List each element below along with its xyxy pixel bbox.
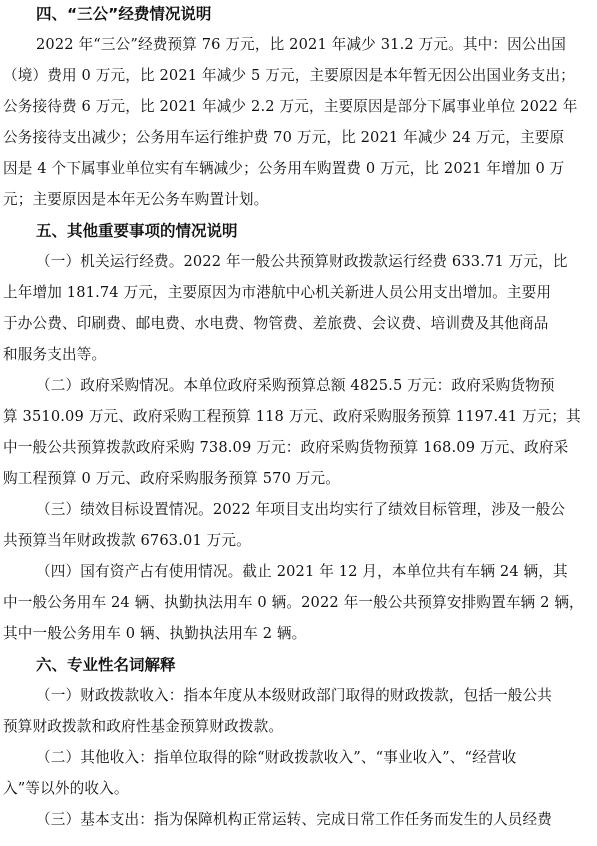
paragraph-line: （三）绩效目标设置情况。2022 年项目支出均实行了绩效目标管理，涉及一般公: [36, 501, 566, 518]
section-heading-other-matters: 五、其他重要事项的情况说明: [36, 222, 238, 240]
paragraph-line: 因是 4 个下属事业单位实有车辆减少；公务用车购置费 0 万元，比 2021 年增加 0 万: [3, 160, 565, 177]
paragraph-line: 算 3510.09 万元、政府采购工程预算 118 万元、政府采购服务预算 1197.41 万元；其: [3, 408, 581, 425]
paragraph-line: 中一般公务用车 24 辆、执勤执法用车 0 辆。2022 年一般公共预算安排购置车辆 2 辆，: [3, 594, 584, 611]
paragraph-line: 2022 年“三公”经费预算 76 万元，比 2021 年减少 31.2 万元。其中：因公出国: [36, 36, 567, 53]
paragraph-line: （三）基本支出：指为保障机构正常运转、完成日常工作任务而发生的人员经费: [36, 811, 553, 828]
paragraph-line: （一）机关运行经费。2022 年一般公共预算财政拨款运行经费 633.71 万元，比: [36, 253, 568, 270]
paragraph-line: （四）国有资产占有使用情况。截止 2021 年 12 月，本单位共有车辆 24 辆，其: [36, 563, 568, 580]
paragraph-line: （一）财政拨款收入：指本年度从本级财政部门取得的财政拨款，包括一般公共: [36, 687, 553, 704]
paragraph-line: 上年增加 181.74 万元，主要原因为市港航中心机关新进人员公用支出增加。主要用: [3, 284, 552, 301]
paragraph-line: 购工程预算 0 万元、政府采购服务预算 570 万元。: [3, 470, 341, 487]
paragraph-line: （境）费用 0 万元，比 2021 年减少 5 万元，主要原因是本年暂无因公出国业务支出；: [3, 67, 575, 84]
paragraph-line: 共预算当年财政拨款 6763.01 万元。: [3, 532, 251, 549]
section-heading-sangong: 四、“三公”经费情况说明: [36, 5, 212, 23]
paragraph-line: 和服务支出等。: [3, 346, 107, 363]
paragraph-line: 公务接待费 6 万元，比 2021 年减少 2.2 万元，主要原因是部分下属事业单位 2022 年: [3, 98, 578, 115]
section-heading-glossary: 六、专业性名词解释: [36, 656, 176, 674]
paragraph-line: 公务接待支出减少；公务用车运行维护费 70 万元，比 2021 年减少 24 万元，主要原: [3, 129, 565, 146]
paragraph-line: 于办公费、印刷费、邮电费、水电费、物管费、差旅费、会议费、培训费及其他商品: [3, 315, 549, 332]
paragraph-line: 预算财政拨款和政府性基金预算财政拨款。: [3, 718, 284, 735]
paragraph-line: 中一般公共预算拨款政府采购 738.09 万元：政府采购货物预算 168.09 万元、政府采: [3, 439, 569, 456]
paragraph-line: 元；主要原因是本年无公务车购置计划。: [3, 191, 269, 208]
paragraph-line: 入”等以外的收入。: [3, 780, 129, 797]
paragraph-line: （二）其他收入：指单位取得的除“财政拨款收入”、“事业收入”、“经营收: [36, 749, 517, 766]
paragraph-line: 其中一般公务用车 0 辆、执勤执法用车 2 辆。: [3, 625, 307, 642]
paragraph-line: （二）政府采购情况。本单位政府采购预算总额 4825.5 万元：政府采购货物预: [36, 377, 555, 394]
